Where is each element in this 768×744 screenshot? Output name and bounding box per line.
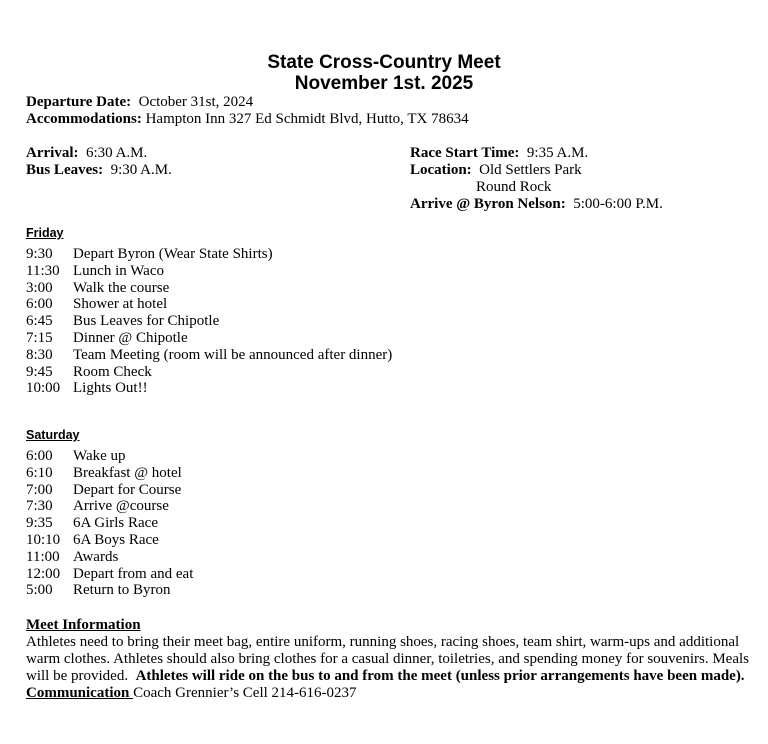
saturday-schedule — [26, 448, 193, 599]
schedule-time: 9:45 — [26, 363, 53, 380]
schedule-time: 10:00 — [26, 380, 61, 397]
schedule-time: 9:35 — [26, 515, 53, 532]
meet-info-body — [26, 634, 756, 685]
departure-date — [26, 94, 253, 111]
arrive-value: 5:00-6:00 P.M. — [573, 196, 663, 212]
race-value: 9:35 A.M. — [526, 145, 589, 161]
bus-leaves — [26, 162, 172, 179]
schedule-event: Awards — [73, 548, 119, 565]
departure-value: October 31st, 2024 — [138, 94, 254, 110]
schedule-item — [26, 532, 193, 549]
schedule-time: 6:00 — [26, 448, 53, 464]
arrive-label: Arrive @ Byron Nelson: — [410, 196, 566, 212]
schedule-event: Room Check — [73, 363, 152, 380]
schedule-item — [26, 263, 392, 280]
arrive-byron-nelson — [410, 196, 663, 213]
meet-information — [26, 617, 756, 702]
schedule-time: 8:30 — [26, 346, 53, 363]
location-value: Old Settlers Park — [479, 162, 582, 178]
schedule-item — [26, 347, 392, 364]
schedule-time: 7:00 — [26, 481, 53, 498]
communication-value: Coach Grennier’s Cell 214-616-0237 — [133, 685, 357, 701]
schedule-item — [26, 515, 193, 532]
schedule-event: 6A Boys Race — [73, 531, 159, 548]
schedule-item — [26, 549, 193, 566]
schedule-event: Shower at hotel — [73, 296, 168, 313]
schedule-item — [26, 482, 193, 499]
title-line-2: November 1st. 2025 — [294, 73, 474, 94]
friday-schedule — [26, 246, 392, 397]
bus-label: Bus Leaves: — [26, 162, 104, 178]
communication-label: Communication — [26, 685, 134, 701]
race-label: Race Start Time: — [410, 145, 520, 161]
race-start-time — [410, 145, 588, 162]
schedule-event: Depart from and eat — [73, 565, 194, 582]
bus-value: 9:30 A.M. — [110, 162, 172, 178]
schedule-time: 5:00 — [26, 582, 53, 599]
schedule-item — [26, 330, 392, 347]
schedule-item — [26, 246, 392, 263]
schedule-item — [26, 296, 392, 313]
accommodations-label: Accommodations: — [26, 111, 142, 127]
accommodations — [26, 111, 469, 128]
saturday-heading: Saturday — [26, 428, 80, 442]
meet-info-heading: Meet Information — [26, 617, 141, 633]
schedule-event: 6A Girls Race — [73, 515, 158, 532]
schedule-event: Walk the course — [73, 279, 170, 296]
schedule-event: Lunch in Waco — [73, 262, 164, 279]
schedule-event: Depart Byron (Wear State Shirts) — [73, 246, 273, 262]
schedule-item — [26, 498, 193, 515]
schedule-time: 6:00 — [26, 296, 53, 313]
schedule-time: 11:00 — [26, 548, 60, 565]
schedule-item — [26, 380, 392, 397]
location-label: Location: — [410, 162, 472, 178]
schedule-time: 7:15 — [26, 329, 53, 346]
schedule-event: Lights Out!! — [73, 380, 148, 397]
location — [410, 162, 582, 179]
schedule-item — [26, 280, 392, 297]
location-city: Round Rock — [476, 179, 552, 195]
arrival — [26, 145, 147, 162]
schedule-time: 7:30 — [26, 498, 53, 515]
schedule-event: Return to Byron — [73, 582, 171, 599]
departure-label: Departure Date: — [26, 94, 132, 110]
schedule-item — [26, 313, 392, 330]
communication — [26, 685, 756, 702]
title-line-1: State Cross-Country Meet — [267, 52, 501, 73]
schedule-event: Breakfast @ hotel — [73, 464, 182, 481]
schedule-item — [26, 566, 193, 583]
schedule-event: Arrive @course — [73, 498, 169, 515]
schedule-event: Dinner @ Chipotle — [73, 329, 188, 346]
schedule-time: 10:10 — [26, 531, 61, 548]
schedule-item — [26, 448, 193, 465]
friday-heading: Friday — [26, 226, 64, 240]
arrival-value: 6:30 A.M. — [85, 145, 148, 161]
schedule-time: 3:00 — [26, 279, 53, 296]
schedule-time: 12:00 — [26, 565, 61, 582]
schedule-time: 9:30 — [26, 246, 53, 262]
schedule-event: Wake up — [73, 448, 126, 464]
arrival-label: Arrival: — [26, 145, 79, 161]
meet-info-text: Athletes need to bring their meet bag, entire uniform, running shoes, racing shoes, team shirt, warm-ups and additional warm clothes. Athletes should also bring clothes for a casual dinner, toiletries, and spending money for souvenirs. Meals will be provided. — [26, 634, 749, 684]
schedule-time: 6:10 — [26, 464, 53, 481]
schedule-time: 11:30 — [26, 262, 60, 279]
schedule-time: 6:45 — [26, 313, 53, 330]
schedule-item — [26, 465, 193, 482]
schedule-event: Team Meeting (room will be announced after dinner) — [73, 346, 393, 363]
accommodations-value: Hampton Inn 327 Ed Schmidt Blvd, Hutto, TX 78634 — [145, 111, 469, 127]
schedule-item — [26, 582, 193, 599]
schedule-event: Depart for Course — [73, 481, 182, 498]
schedule-event: Bus Leaves for Chipotle — [73, 313, 220, 330]
schedule-item — [26, 364, 392, 381]
meet-info-bold-text: Athletes will ride on the bus to and from the meet (unless prior arrangements have been made). — [135, 668, 745, 684]
